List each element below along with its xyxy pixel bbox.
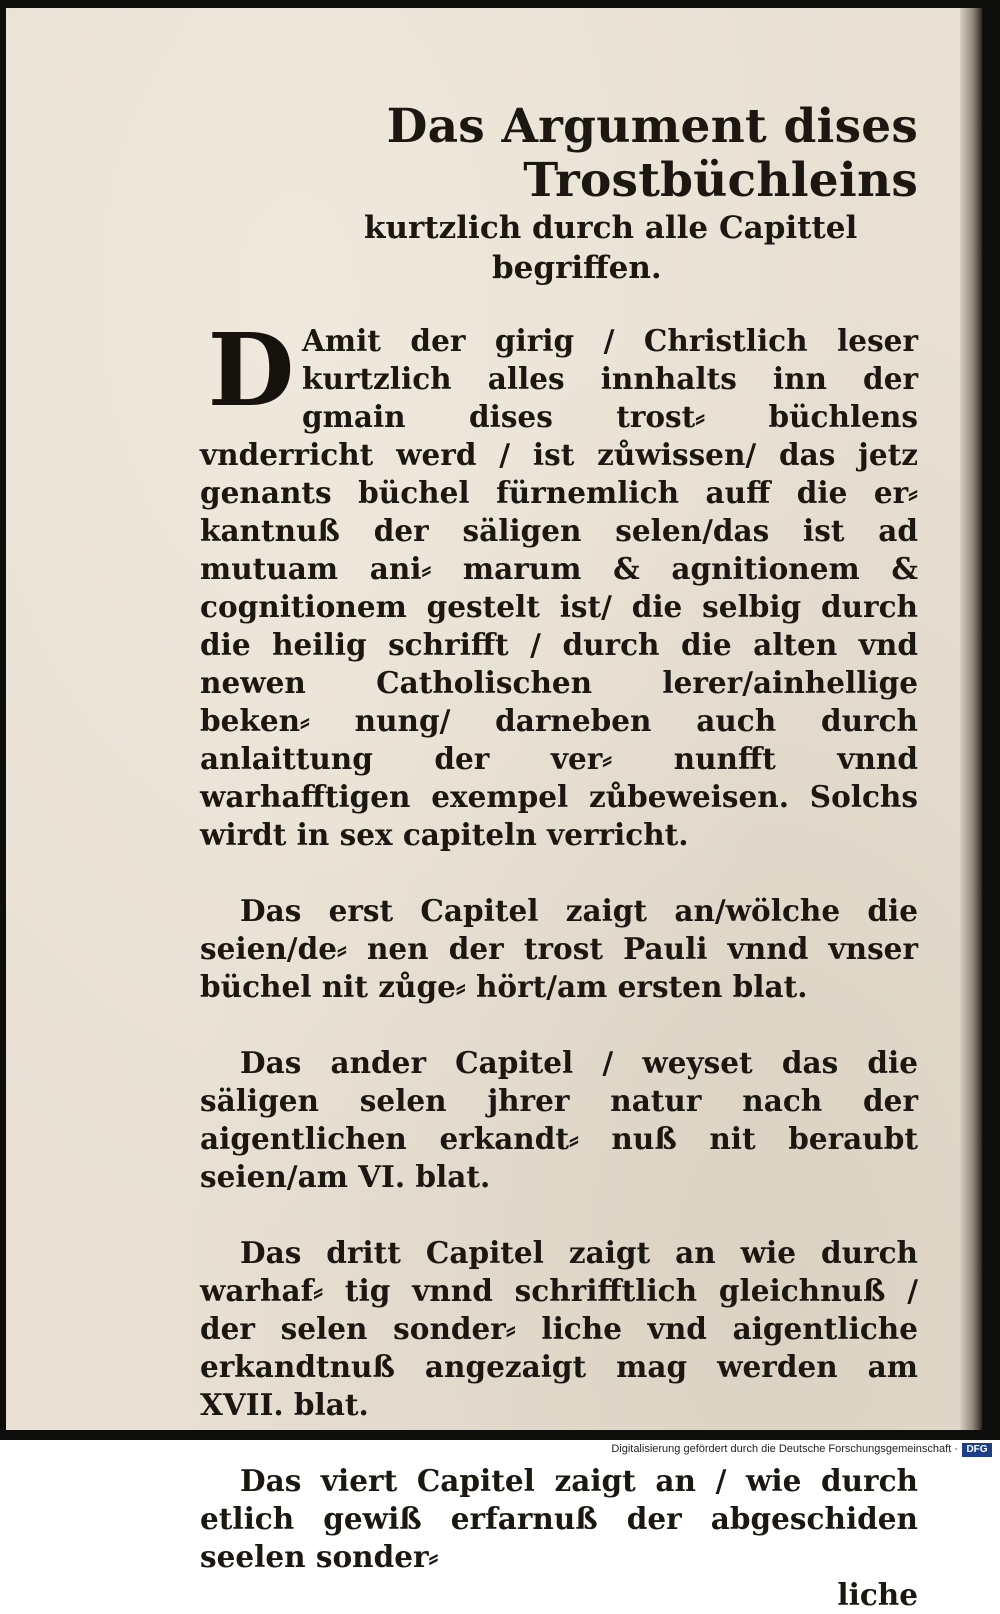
chapter-1-summary: Das erst Capitel zaigt an/wölche die seien/de⸗ nen der trost Pauli vnnd vnser büchel nit zůge⸗ hört/am ersten blat. [200,893,918,1004]
chapter-3-summary: Das dritt Capitel zaigt an wie durch warhaf⸗ tig vnnd schrifftlich gleichnuß / der selen sonder⸗ liche vnd aigentliche erkandtnuß angezaigt mag werden am XVII. blat. [200,1235,918,1422]
title-line-3: begriffen. [492,250,662,286]
chapter-2-summary: Das ander Capitel / weyset das die säligen selen jhrer natur nach der aigentlichen erkandt⸗ nuß nit beraubt seien/am VI. blat. [200,1045,918,1194]
dfg-logo: DFG [962,1443,992,1457]
intro-text: Amit der girig / Christlich leser kurtzlich alles innhalts inn der gmain dises trost⸗ büchlens vnderricht werd / ist zůwissen/ das jetz genants büchel fürnemlich auff die er⸗ kantnuß der säligen selen/das ist ad mutuam ani⸗ marum & agnitionem & cognitionem gestelt ist/ die selbig durch die heilig schrifft / durch die alten vnd newen Catholischen lerer/ainhellige beken⸗ nung/ darneben auch durch anlaittung der ver⸗ nunfft vnnd warhafftigen exempel zůbeweisen. Solchs wirdt in sex capiteln verricht. [200,323,918,852]
funding-note: Digitalisierung gefördert durch die Deutsche Forschungsgemeinschaft · [611,1443,958,1455]
title-line-2: kurtzlich durch alle Capittel [364,210,858,246]
chapter-4-summary: Das viert Capitel zaigt an / wie durch etlich gewiß erfarnuß der abgeschiden seelen sonder⸗ [200,1463,918,1574]
footer-bar [0,1440,1000,1461]
title-line-1: Das Argument dises Trostbüchleins [386,99,918,208]
catchword: liche [837,1577,918,1612]
drop-cap: D [207,311,295,429]
intro-paragraph [200,311,918,854]
page-text [200,100,918,1614]
page-edge [960,8,982,1430]
